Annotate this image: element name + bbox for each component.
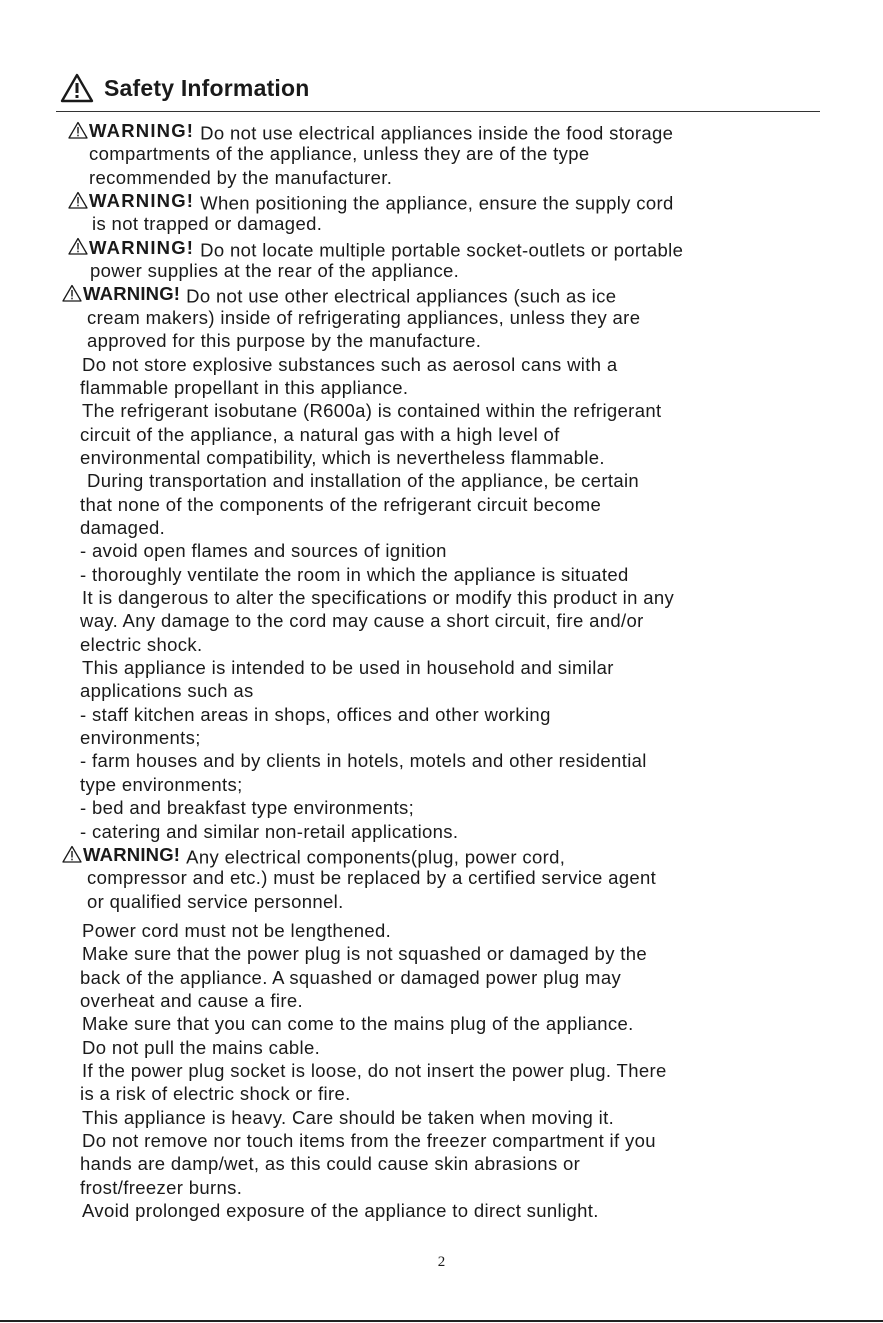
text-line [82,1059,667,1082]
text-line [80,749,647,772]
text-line [90,259,459,282]
text-line [80,633,202,656]
warning-word: WARNING! [83,843,181,865]
warning-triangle-icon [68,237,88,255]
line-text: This appliance is intended to be used in household and similar [82,657,614,679]
line-text: Do not remove nor touch items from the freezer compartment if you [82,1130,656,1152]
line-text: Power cord must not be lengthened. [82,919,392,941]
text-line [87,866,656,889]
line-text: circuit of the appliance, a natural gas with a high level of [80,423,560,445]
line-text: that none of the components of the refrigerant circuit become [80,493,602,515]
text-line [80,773,243,796]
warning-label [62,843,186,866]
text-line [82,586,674,609]
warning-label [68,119,200,142]
text-line [82,919,391,942]
warning-line [68,236,683,259]
text-line [80,796,414,819]
line-text: When positioning the appliance, ensure the supply cord [200,192,674,214]
line-text: back of the appliance. A squashed or damaged power plug may [80,966,622,988]
warning-line [68,119,673,142]
text-line [82,399,661,422]
text-line [80,539,447,562]
line-text: is not trapped or damaged. [92,213,323,235]
line-text: damaged. [80,516,166,538]
line-text: cream makers) inside of refrigerating appliances, unless they are [87,306,641,328]
text-line [80,516,165,539]
line-text: It is dangerous to alter the specifications or modify this product in any [82,587,675,608]
warning-line [62,282,617,308]
text-line [82,353,618,376]
line-text: - staff kitchen areas in shops, offices and other working [80,703,551,725]
warning-label [68,236,200,259]
line-text: Make sure that the power plug is not squashed or damaged by the [82,943,648,965]
text-line [82,1129,656,1152]
line-text: Do not pull the mains cable. [82,1036,321,1058]
text-line [89,142,590,165]
text-line [80,1152,580,1175]
bottom-divider [0,1320,883,1322]
page-title: Safety Information [104,74,310,101]
text-line [82,656,614,679]
warning-word: WARNING! [89,190,195,212]
line-text: - farm houses and by clients in hotels, motels and other residential [80,750,647,772]
warning-word: WARNING! [89,120,195,141]
line-text: Make sure that you can come to the mains plug of the appliance. [82,1013,634,1035]
line-text: - avoid open flames and sources of ignition [80,540,447,562]
warning-triangle-icon [68,191,88,209]
text-line [80,820,458,843]
line-text: During transportation and installation of the appliance, be certain [87,470,640,492]
line-text: If the power plug socket is loose, do not insert the power plug. There [82,1060,667,1081]
warning-triangle-icon [60,73,94,103]
page-number: 2 [437,1254,446,1270]
line-text: environments; [80,727,201,749]
line-text: Avoid prolonged exposure of the appliance to direct sunlight. [82,1200,599,1222]
line-text: type environments; [80,773,243,795]
line-text: compartments of the appliance, unless they are of the type [89,143,590,165]
line-text: Do not locate multiple portable socket-outlets or portable [200,239,684,261]
warning-label [68,189,200,212]
line-text: applications such as [80,680,254,702]
warning-label [62,282,186,305]
text-line [80,376,408,399]
line-text: The refrigerant isobutane (R600a) is contained within the refrigerant [82,400,662,422]
line-text: environmental compatibility, which is nevertheless flammable. [80,446,605,468]
text-line [87,306,640,329]
text-line [82,1199,599,1222]
warning-triangle-icon [62,845,82,863]
text-line [92,212,322,235]
warning-word: WARNING! [89,236,195,258]
text-line [87,329,481,352]
text-line [80,493,601,516]
text-line [89,166,392,189]
text-line [87,890,344,913]
text-line [80,446,605,469]
line-text: flammable propellant in this appliance. [80,376,409,398]
text-line [80,989,303,1012]
text-line [82,1036,320,1059]
line-text: or qualified service personnel. [87,890,344,912]
header-divider [56,111,820,112]
text-line [82,1106,614,1129]
text-line [80,726,201,749]
page-header [60,70,310,106]
line-text: hands are damp/wet, as this could cause skin abrasions or [80,1153,581,1175]
line-text: electric shock. [80,633,203,655]
line-text: This appliance is heavy. Care should be taken when moving it. [82,1106,615,1128]
warning-triangle-icon [68,121,88,139]
line-text: way. Any damage to the cord may cause a short circuit, fire and/or [80,610,644,632]
text-line [87,469,639,492]
warning-word: WARNING! [83,283,181,305]
line-text: overheat and cause a fire. [80,989,304,1011]
line-text: Do not use electrical appliances inside the food storage [200,122,674,144]
line-text: is a risk of electric shock or fire. [80,1083,351,1105]
line-text: - bed and breakfast type environments; [80,797,415,819]
text-line [80,1082,351,1105]
text-line [80,966,621,989]
line-text: - thoroughly ventilate the room in which the appliance is situated [80,563,629,585]
warning-triangle-icon [62,284,82,302]
text-line [80,679,254,702]
line-text: recommended by the manufacturer. [89,166,393,188]
line-text: Do not use other electrical appliances (such as ice [186,286,617,308]
line-text: Any electrical components(plug, power cord, [186,846,566,868]
text-line [80,609,644,632]
text-line [82,1012,634,1035]
text-line [80,703,551,726]
text-line [82,942,647,965]
line-text: compressor and etc.) must be replaced by a certified service agent [87,867,657,889]
text-line [80,423,560,446]
text-line [80,563,629,586]
warning-line [62,843,565,866]
line-text: - catering and similar non-retail applications. [80,820,459,842]
text-line [80,1176,242,1199]
warning-line [68,189,674,212]
line-text: Do not store explosive substances such as aerosol cans with a [82,353,618,375]
line-text: power supplies at the rear of the appliance. [90,260,460,282]
line-text: approved for this purpose by the manufacture. [87,330,482,352]
line-text: frost/freezer burns. [80,1176,243,1198]
